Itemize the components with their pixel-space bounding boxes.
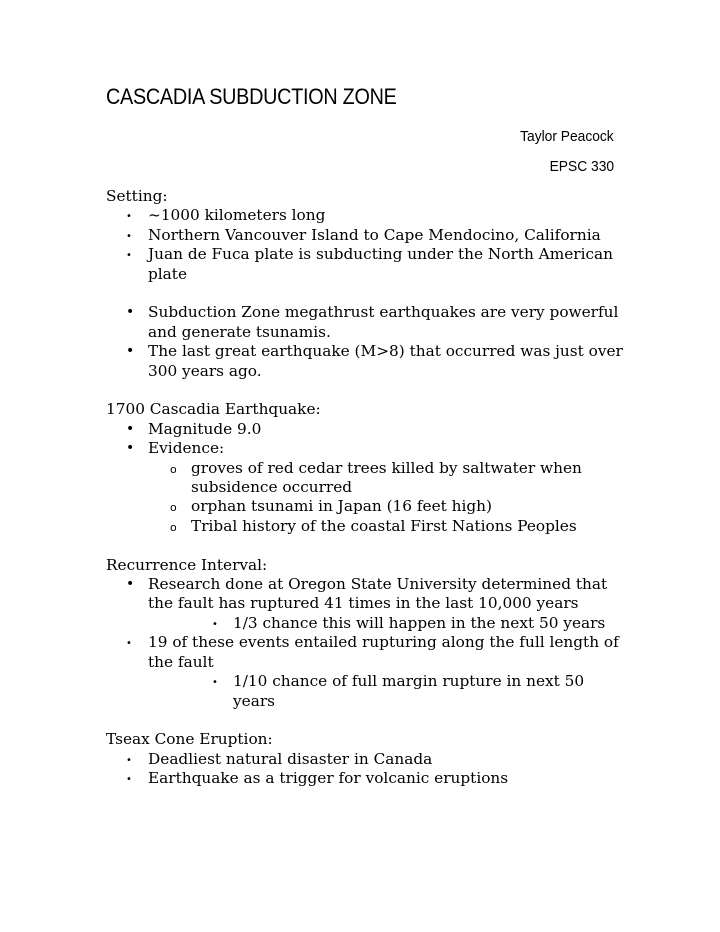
list-item: • 1/3 chance this will happen in the next 50 years	[106, 614, 626, 633]
list-item: • 19 of these events entailed rupturing along the full length of the fault	[126, 633, 619, 671]
recurrence-list	[106, 575, 626, 614]
megathrust-list	[106, 303, 626, 381]
list-item: • Deadliest natural disaster in Canada	[106, 750, 626, 769]
bullet-icon: •	[126, 576, 135, 593]
bullet-icon: •	[126, 638, 132, 650]
bullet-icon: •	[212, 618, 218, 630]
setting-list	[106, 206, 626, 284]
bullet-icon: •	[126, 420, 135, 437]
bullet-icon: •	[212, 677, 218, 689]
recurrence-sublist	[106, 614, 626, 633]
list-item: o groves of red cedar trees killed by saltwater when subsidence occurred	[170, 458, 582, 497]
bullet-icon: •	[126, 304, 135, 321]
list-item: • Evidence:	[126, 439, 225, 458]
list-item: • ~1000 kilometers long	[106, 206, 626, 225]
section-heading-setting: Setting:	[106, 187, 168, 205]
recurrence-list-2	[106, 633, 626, 672]
section-heading-recurrence: Recurrence Interval:	[106, 555, 268, 574]
list-item: • Northern Vancouver Island to Cape Mendocino, California	[106, 226, 626, 245]
bullet-icon: •	[126, 754, 132, 766]
circle-bullet-icon: o	[170, 520, 177, 534]
document-title: CASCADIA SUBDUCTION ZONE	[106, 84, 397, 109]
circle-bullet-icon: o	[170, 501, 177, 515]
bullet-icon: •	[126, 250, 132, 262]
list-item: • The last great earthquake (M>8) that occurred was just over 300 years ago.	[126, 342, 623, 380]
list-item: • Juan de Fuca plate is subducting under the North American plate	[126, 245, 614, 283]
section-heading-1700-earthquake: 1700 Cascadia Earthquake:	[106, 400, 321, 419]
list-item: • Subduction Zone megathrust earthquakes are very powerful and generate tsunamis.	[126, 303, 619, 341]
bullet-icon: •	[126, 230, 132, 242]
tseax-list	[106, 750, 626, 789]
course-code: EPSC 330	[549, 158, 614, 175]
author-name: Taylor Peacock	[520, 128, 614, 145]
list-item: • 1/10 chance of full margin rupture in next 50 years	[212, 672, 585, 710]
list-item: • Research done at Oregon State University determined that the fault has ruptured 41 times in the last 10,000 years	[126, 575, 608, 613]
document-body	[106, 187, 626, 789]
list-item: o orphan tsunami in Japan (16 feet high)	[106, 497, 626, 516]
bullet-icon: •	[126, 774, 132, 786]
bullet-icon: •	[126, 343, 135, 360]
bullet-icon: •	[126, 211, 132, 223]
circle-bullet-icon: o	[170, 462, 177, 476]
bullet-icon: •	[126, 440, 135, 457]
list-item: • Earthquake as a trigger for volcanic eruptions	[106, 769, 626, 788]
section-heading-tseax: Tseax Cone Eruption:	[106, 730, 273, 749]
evidence-list	[106, 459, 626, 537]
recurrence-sublist-2	[106, 672, 626, 711]
earthquake-list	[106, 420, 626, 459]
list-item: • Magnitude 9.0	[126, 419, 262, 438]
list-item: o Tribal history of the coastal First Nations Peoples	[106, 517, 626, 536]
